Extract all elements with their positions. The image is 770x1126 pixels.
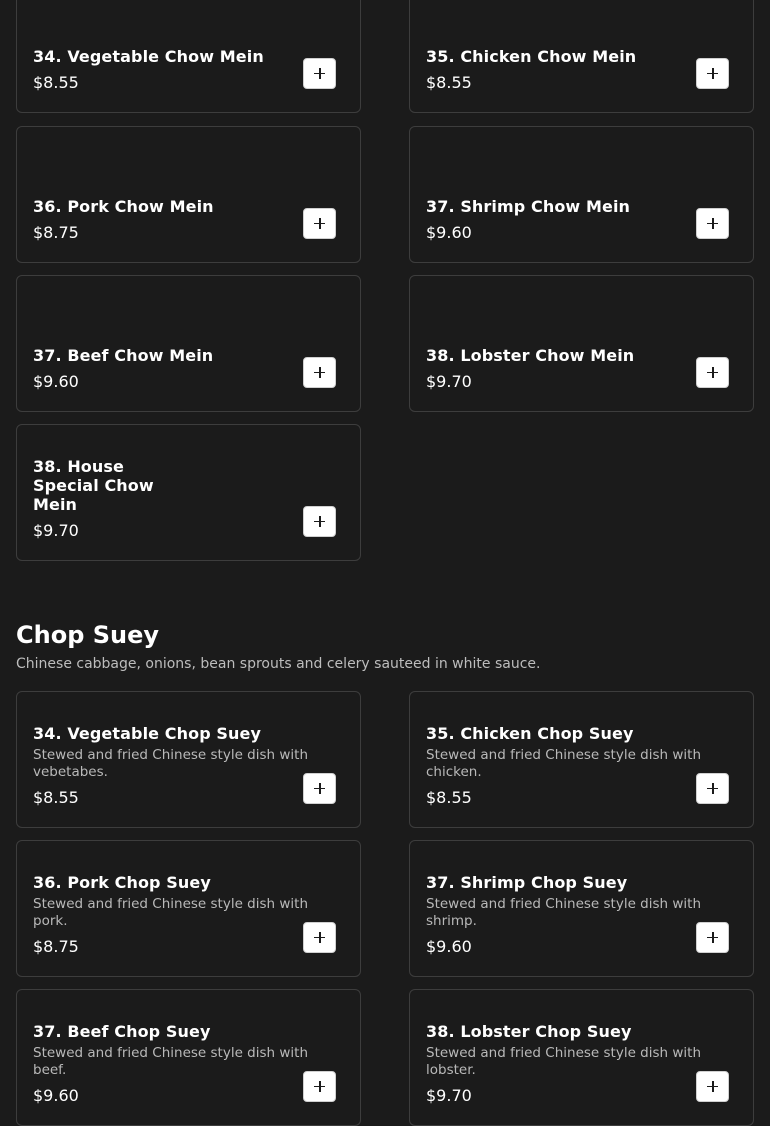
item-name: 34. Vegetable Chop Suey [33, 724, 262, 743]
menu-item-card[interactable] [409, 840, 754, 977]
item-price: $9.70 [426, 1086, 472, 1105]
item-price: $8.75 [33, 223, 79, 242]
item-name: 34. Vegetable Chow Mein [33, 47, 264, 66]
menu-item-card[interactable] [16, 989, 361, 1126]
item-description: Stewed and fried Chinese style dish with pork. [33, 896, 309, 929]
add-to-cart-button[interactable] [303, 506, 336, 537]
item-name: 38. Lobster Chow Mein [426, 346, 635, 365]
add-to-cart-button[interactable] [696, 357, 729, 388]
item-price: $9.60 [426, 223, 472, 242]
menu-item-card[interactable] [16, 691, 361, 828]
section-description: Chinese cabbage, onions, bean sprouts and celery sauteed in white sauce. [16, 656, 541, 672]
item-name: 36. Pork Chop Suey [33, 873, 211, 892]
plus-icon [707, 68, 718, 79]
menu-item-card[interactable] [16, 275, 361, 412]
plus-icon [707, 932, 718, 943]
add-to-cart-button[interactable] [696, 922, 729, 953]
menu-item-card[interactable] [16, 0, 361, 113]
plus-icon [707, 783, 718, 794]
menu-item-card[interactable] [409, 275, 754, 412]
add-to-cart-button[interactable] [696, 208, 729, 239]
item-price: $9.70 [426, 372, 472, 391]
item-name: 38. Lobster Chop Suey [426, 1022, 632, 1041]
item-price: $9.60 [33, 372, 79, 391]
item-description: Stewed and fried Chinese style dish with chicken. [426, 747, 702, 780]
plus-icon [707, 1081, 718, 1092]
menu-item-card[interactable] [409, 989, 754, 1126]
item-description: Stewed and fried Chinese style dish with lobster. [426, 1045, 702, 1078]
item-name: 37. Beef Chop Suey [33, 1022, 211, 1041]
item-name: 37. Shrimp Chop Suey [426, 873, 628, 892]
plus-icon [707, 218, 718, 229]
item-price: $9.60 [33, 1086, 79, 1105]
item-description: Stewed and fried Chinese style dish with shrimp. [426, 896, 702, 929]
plus-icon [314, 516, 325, 527]
item-name: 36. Pork Chow Mein [33, 197, 214, 216]
item-price: $8.55 [33, 788, 79, 807]
item-price: $9.70 [33, 521, 79, 540]
item-name: 35. Chicken Chop Suey [426, 724, 634, 743]
item-description: Stewed and fried Chinese style dish with vebetabes. [33, 747, 309, 780]
plus-icon [314, 1081, 325, 1092]
item-price: $8.55 [426, 788, 472, 807]
plus-icon [314, 68, 325, 79]
item-description: Stewed and fried Chinese style dish with beef. [33, 1045, 309, 1078]
item-price: $8.55 [426, 73, 472, 92]
add-to-cart-button[interactable] [696, 1071, 729, 1102]
add-to-cart-button[interactable] [303, 773, 336, 804]
plus-icon [314, 783, 325, 794]
menu-item-card[interactable] [409, 126, 754, 263]
menu-item-card[interactable] [16, 126, 361, 263]
menu-item-card[interactable] [409, 691, 754, 828]
section-title: Chop Suey [16, 621, 160, 649]
item-price: $8.55 [33, 73, 79, 92]
menu-item-card[interactable] [16, 424, 361, 561]
item-name: 37. Shrimp Chow Mein [426, 197, 631, 216]
item-name: 35. Chicken Chow Mein [426, 47, 637, 66]
menu-item-card[interactable] [409, 0, 754, 113]
item-price: $9.60 [426, 937, 472, 956]
plus-icon [314, 367, 325, 378]
plus-icon [314, 218, 325, 229]
plus-icon [707, 367, 718, 378]
add-to-cart-button[interactable] [303, 1071, 336, 1102]
add-to-cart-button[interactable] [696, 58, 729, 89]
add-to-cart-button[interactable] [303, 58, 336, 89]
item-price: $8.75 [33, 937, 79, 956]
add-to-cart-button[interactable] [303, 208, 336, 239]
item-name: 37. Beef Chow Mein [33, 346, 214, 365]
add-to-cart-button[interactable] [303, 357, 336, 388]
plus-icon [314, 932, 325, 943]
item-name: 38. House Special Chow Mein [33, 457, 154, 514]
add-to-cart-button[interactable] [303, 922, 336, 953]
menu-item-card[interactable] [16, 840, 361, 977]
add-to-cart-button[interactable] [696, 773, 729, 804]
